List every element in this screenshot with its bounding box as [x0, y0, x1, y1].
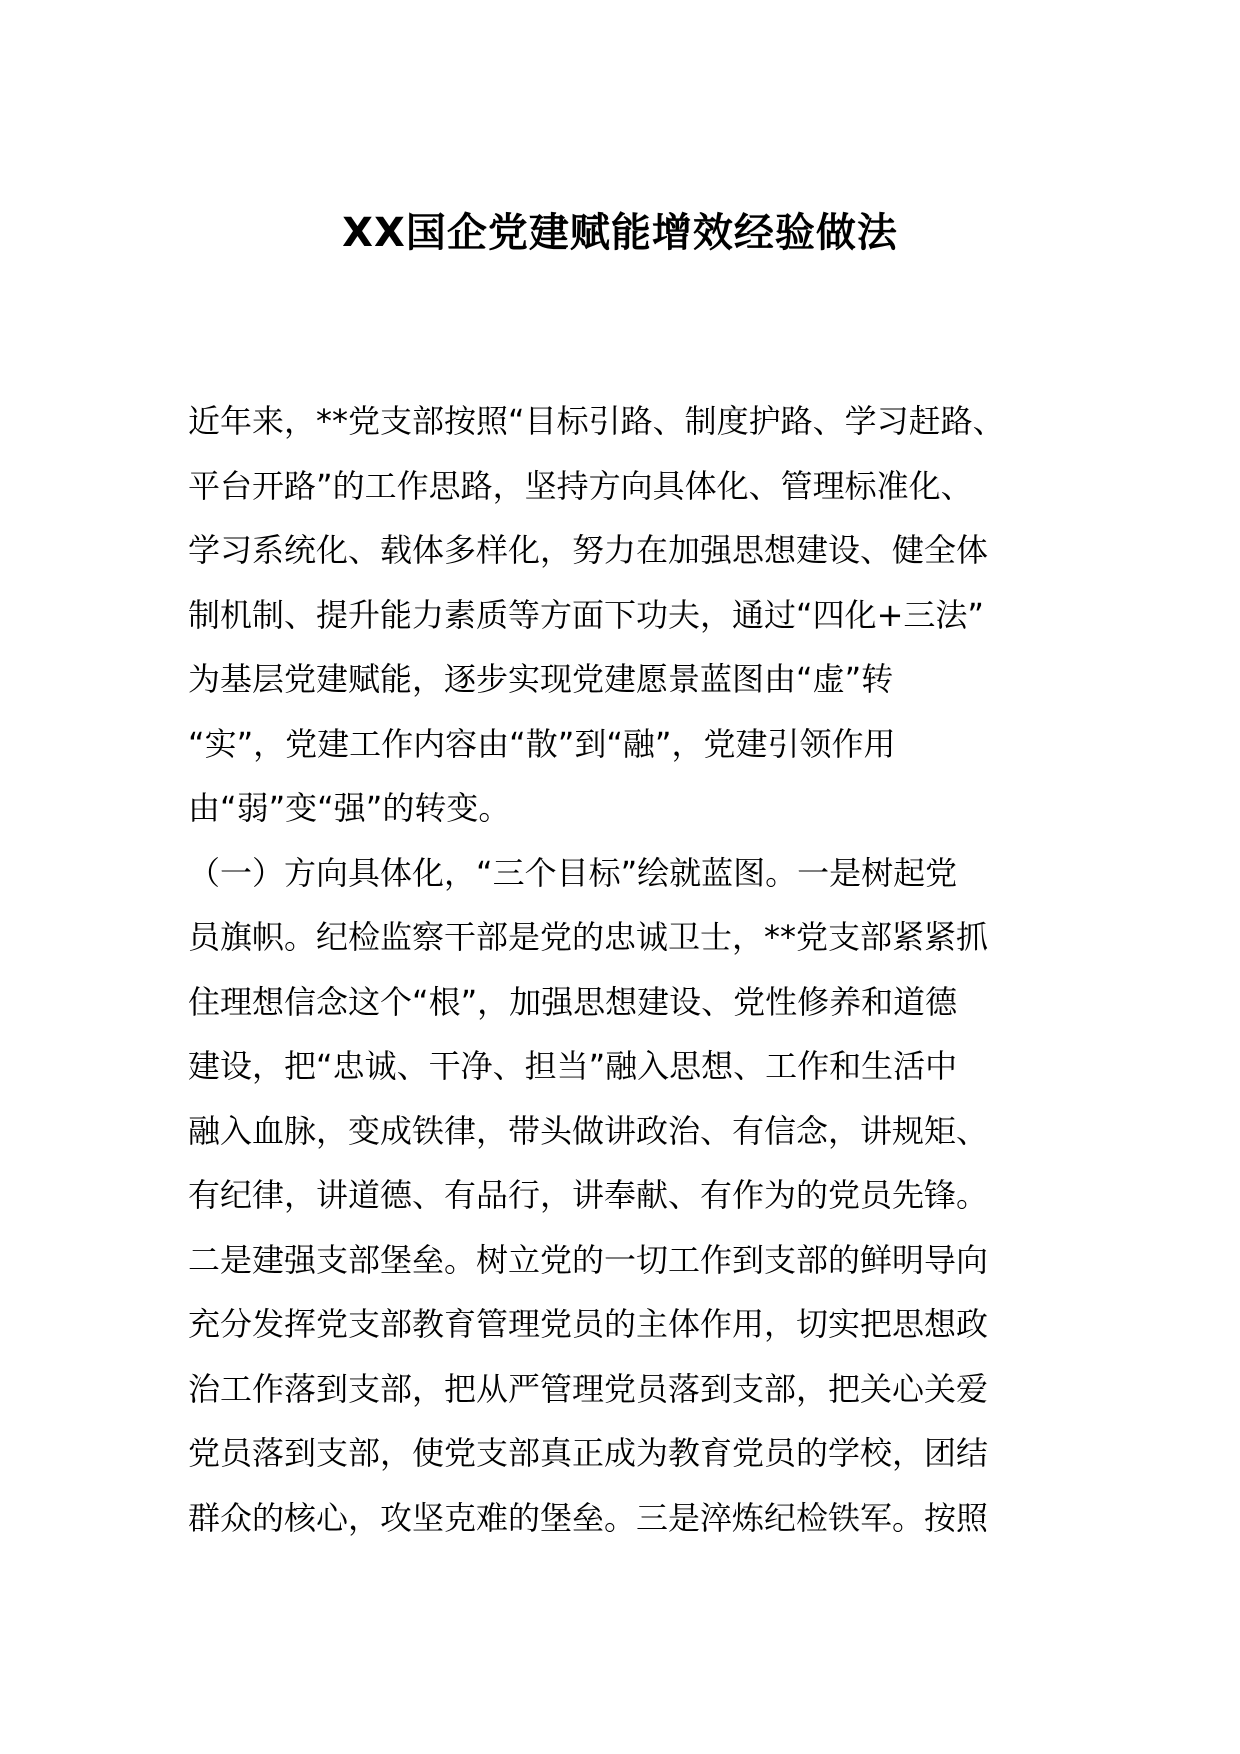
body-line: （一）方向具体化，“三个目标”绘就蓝图。一是树起党: [188, 853, 958, 892]
body-line: 住理想信念这个“根”，加强思想建设、党性修养和道德: [188, 982, 958, 1021]
body-line: 融入血脉，变成铁律，带头做讲政治、有信念，讲规矩、: [188, 1111, 989, 1150]
body-line: 学习系统化、载体多样化，努力在加强思想建设、健全体: [188, 531, 989, 569]
document-body: [188, 389, 1068, 1550]
body-line: 由“弱”变“强”的转变。: [188, 789, 511, 827]
body-line: 二是建强支部堡垒。树立党的一切工作到支部的鲜明导向: [188, 1240, 989, 1279]
body-line: 治工作落到支部，把从严管理党员落到支部，把关心关爱: [188, 1369, 989, 1408]
body-line: 群众的核心，攻坚克难的堡垒。三是淬炼纪检铁军。按照: [188, 1498, 989, 1537]
body-line: 制机制、提升能力素质等方面下功夫，通过“四化+三法”: [188, 595, 984, 634]
body-line: 建设，把“忠诚、干净、担当”融入思想、工作和生活中: [188, 1047, 958, 1085]
body-line: 近年来，**党支部按照“目标引路、制度护路、学习赶路、: [188, 402, 1005, 440]
body-line: 平台开路”的工作思路，坚持方向具体化、管理标准化、: [188, 466, 973, 505]
body-line: 员旗帜。纪检监察干部是党的忠诚卫士，**党支部紧紧抓: [188, 918, 989, 956]
body-line: 为基层党建赋能，逐步实现党建愿景蓝图由“虚”转: [188, 660, 894, 698]
body-line: “实”，党建工作内容由“散”到“融”，党建引领作用: [188, 724, 896, 763]
document-title: XX国企党建赋能增效经验做法: [342, 210, 898, 256]
body-line: 党员落到支部，使党支部真正成为教育党员的学校，团结: [188, 1434, 989, 1472]
body-line: 有纪律，讲道德、有品行，讲奉献、有作为的党员先锋。: [188, 1176, 989, 1214]
body-line: 充分发挥党支部教育管理党员的主体作用，切实把思想政: [188, 1305, 989, 1343]
